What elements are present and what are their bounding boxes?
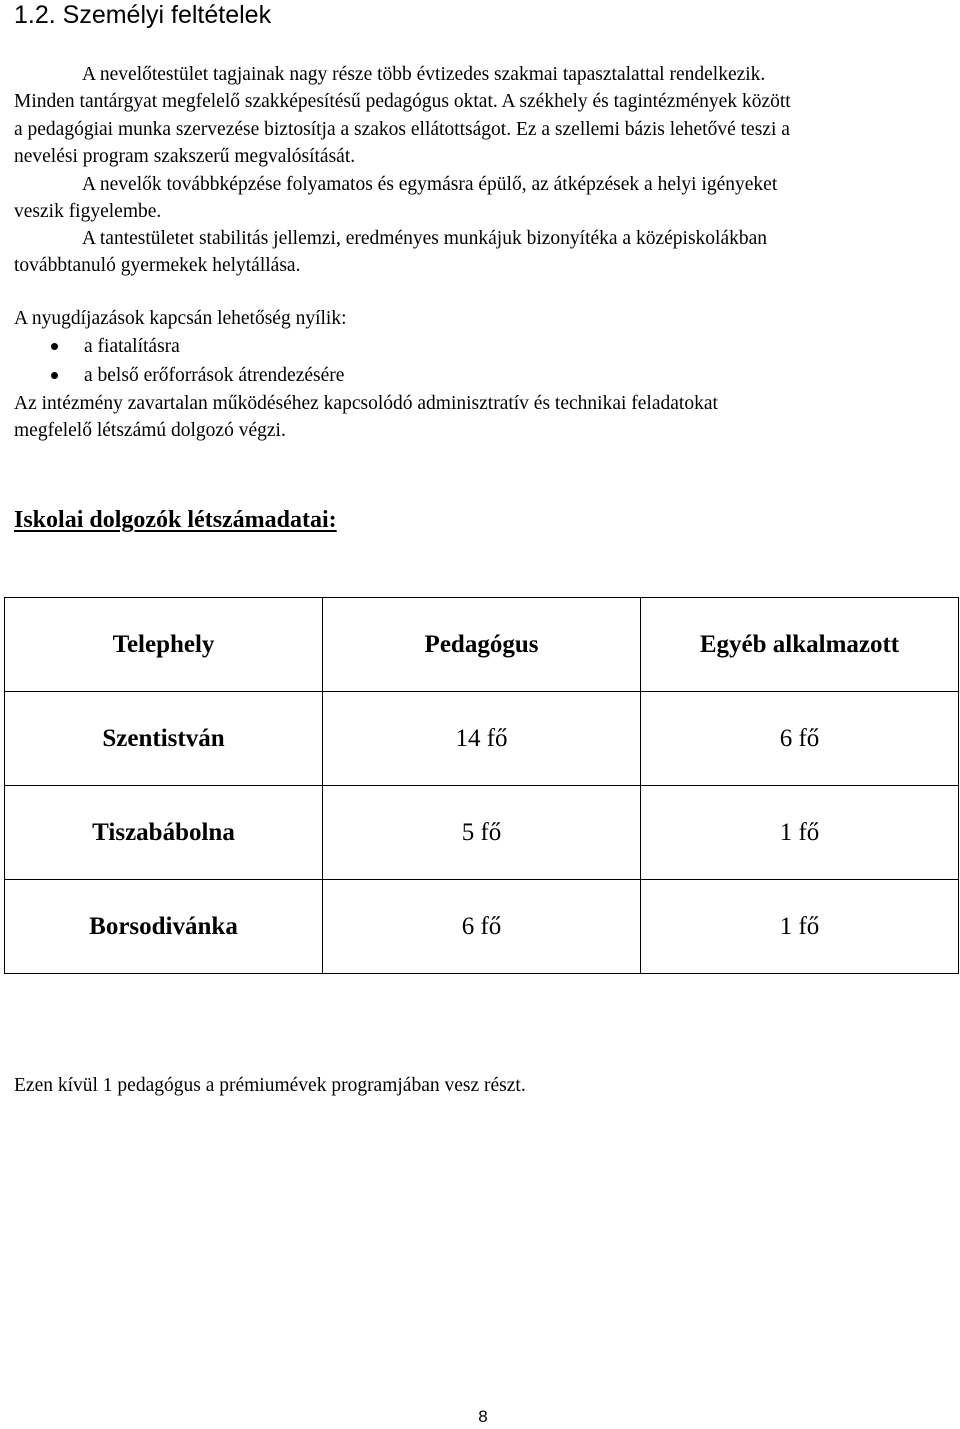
retirement-bullet-list [0,332,344,390]
column-header: Egyéb alkalmazott [641,598,959,692]
staff-section-title [14,505,337,535]
retirement-intro [14,305,347,332]
table-cell-teachers: 14 fő [323,692,641,786]
table-row [5,692,959,786]
paragraph-line: A nevelőtestület tagjainak nagy része több évtizedes szakmai tapasztalattal rendelkezik. [82,64,766,85]
paragraph-line: A tantestületet stabilitás jellemzi, eredményes munkájuk bizonyítéka a középiskolákban [82,228,768,249]
table-cell-teachers: 5 fő [323,786,641,880]
bullet-item [0,361,344,390]
column-header: Telephely [5,598,323,692]
table-cell-site: Tiszabábolna [5,786,323,880]
paragraph-line: megfelelő létszámú dolgozó végzi. [14,420,286,442]
bullet-text: a fiatalításra [84,336,180,357]
column-header: Pedagógus [323,598,641,692]
admin-paragraph [14,390,718,445]
table-row [5,786,959,880]
paragraph-line: továbbtanuló gyermekek helytállása. [14,255,301,277]
paragraph-line: Az intézmény zavartalan működéséhez kapcsolódó adminisztratív és technikai feladatokat [14,393,718,414]
table-cell-other-staff: 1 fő [641,880,959,974]
table-cell-other-staff: 1 fő [641,786,959,880]
paragraph-line: nevelési program szakszerű megvalósítását. [14,146,356,168]
paragraph-line: a pedagógiai munka szervezése biztosítja a szakos ellátottságot. Ez a szellemi bázis lehetővé teszi a [14,118,790,140]
paragraph-line: veszik figyelembe. [14,201,162,223]
bullet-text: a belső erőforrások átrendezésére [84,365,345,386]
bullet-icon [51,372,58,379]
bullet-icon [51,343,58,350]
bullet-item [0,332,344,361]
paragraph-line: A nevelők továbbképzése folyamatos és egymásra épülő, az átképzések a helyi igényeket [82,174,778,195]
stability-paragraph [14,225,767,280]
staff-table [4,597,959,974]
intro-paragraph [14,61,791,171]
table-cell-teachers: 6 fő [323,880,641,974]
paragraph-line: A nyugdíjazások kapcsán lehetőség nyílik: [14,308,347,329]
training-paragraph [14,171,777,226]
footer-note: Ezen kívül 1 pedagógus a prémiumévek programjában vesz részt. [14,1075,526,1096]
table-row [5,880,959,974]
table-header-row [5,598,959,692]
table-cell-site: Szentistván [5,692,323,786]
page-number: 8 [478,1407,488,1426]
staff-section-title-text: Iskolai dolgozók létszámadatai: [14,507,337,533]
table-cell-site: Borsodivánka [5,880,323,974]
section-heading: 1.2. Személyi feltételek [14,1,272,29]
table-cell-other-staff: 6 fő [641,692,959,786]
paragraph-line: Minden tantárgyat megfelelő szakképesítésű pedagógus oktat. A székhely és tagintézmények között [14,91,791,113]
